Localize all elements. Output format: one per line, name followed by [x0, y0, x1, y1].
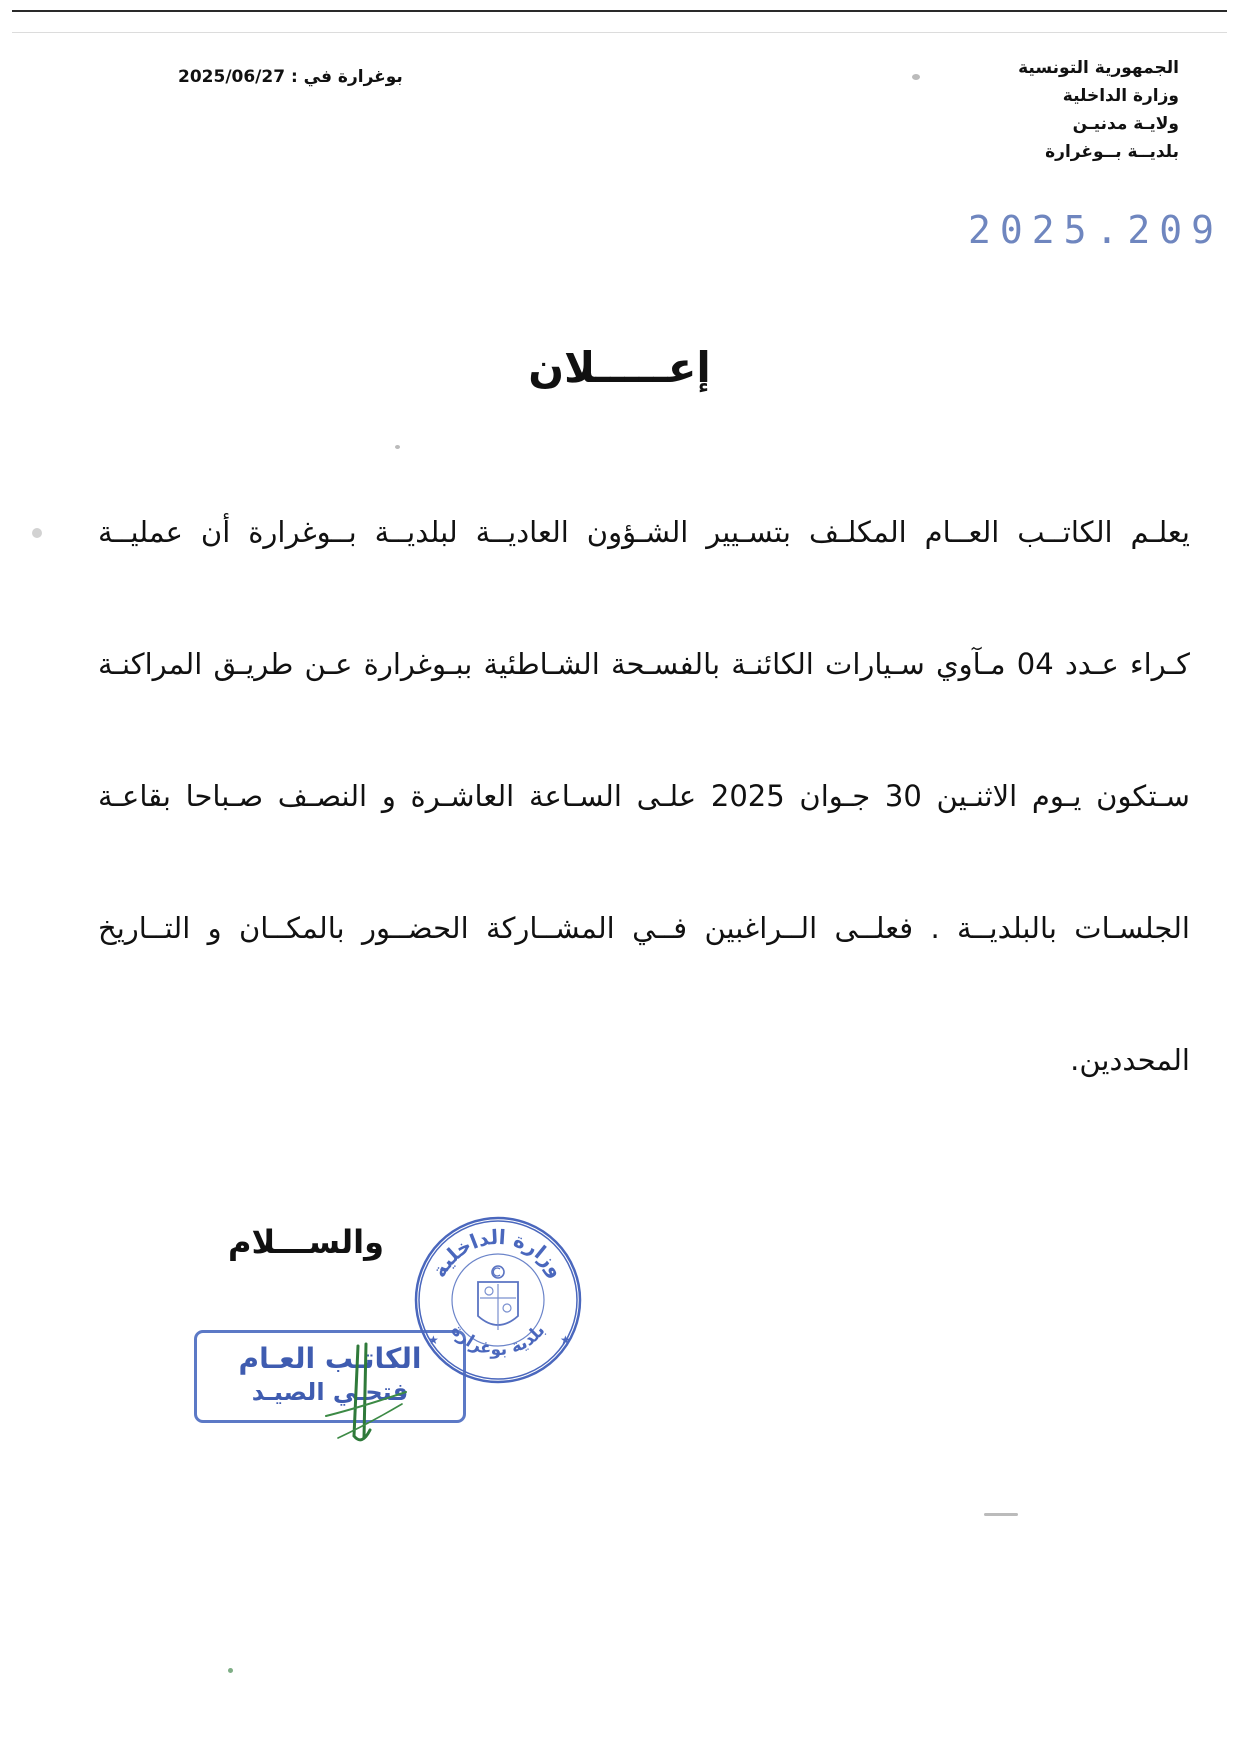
- top-rule-faint: [12, 32, 1227, 33]
- page-title: إعـــــلان: [528, 343, 711, 392]
- body-line: الجلسـات بالبلديــة . فعلــى الــراغبين فــي المشــاركة الحضــور بالمكــان و التــاريخ: [98, 911, 1190, 945]
- stamp-title: الكاتـب العـام: [238, 1342, 422, 1375]
- svg-text:★: ★: [428, 1333, 439, 1347]
- top-rule: [12, 10, 1227, 12]
- seal-top-text: وزارة الداخلية: [426, 1224, 570, 1282]
- scan-speck: [984, 1513, 1018, 1516]
- scan-speck: [395, 445, 400, 449]
- svg-text:★: ★: [560, 1333, 571, 1347]
- reference-number: 2025.209: [968, 208, 1224, 252]
- closing-salutation: والســـلام: [228, 1223, 384, 1261]
- letterhead: [939, 54, 1179, 166]
- handwritten-signature-icon: [318, 1338, 408, 1448]
- letterhead-ministry: وزارة الداخلية: [1062, 86, 1179, 106]
- letterhead-governorate: ولايـة مدنيـن: [1072, 114, 1179, 134]
- date-line: بوغرارة في : 2025/06/27: [178, 67, 403, 87]
- body-line: كـراء عـدد 04 مـآوي سـيارات الكائنـة بالفسـحة الشـاطئية ببـوغرارة عـن طريـق المراكنـة: [98, 647, 1190, 681]
- letterhead-country: الجمهورية التونسية: [1018, 58, 1179, 78]
- seal-bottom-text: بلدية بوغرارة: [446, 1320, 550, 1361]
- body-line: سـتكون يـوم الاثنـين 30 جـوان 2025 علـى السـاعة العاشـرة و النصـف صـباحا بقاعـة: [98, 779, 1190, 813]
- letterhead-municipality: بلديــة بــوغرارة: [1045, 142, 1179, 162]
- body-line: المحددين.: [1070, 1043, 1190, 1077]
- announcement-body: [98, 512, 1190, 1172]
- scan-speck: [228, 1668, 233, 1673]
- scan-speck: [32, 528, 42, 538]
- round-seal-icon: [410, 1212, 586, 1388]
- stamp-name: فتحـي الصيـد: [251, 1378, 409, 1406]
- body-line: يعلـم الكاتــب العــام المكلـف بتسـيير الشـؤون العاديــة لبلديــة بــوغرارة أن عمليــة: [98, 515, 1190, 549]
- scan-speck: [912, 74, 920, 80]
